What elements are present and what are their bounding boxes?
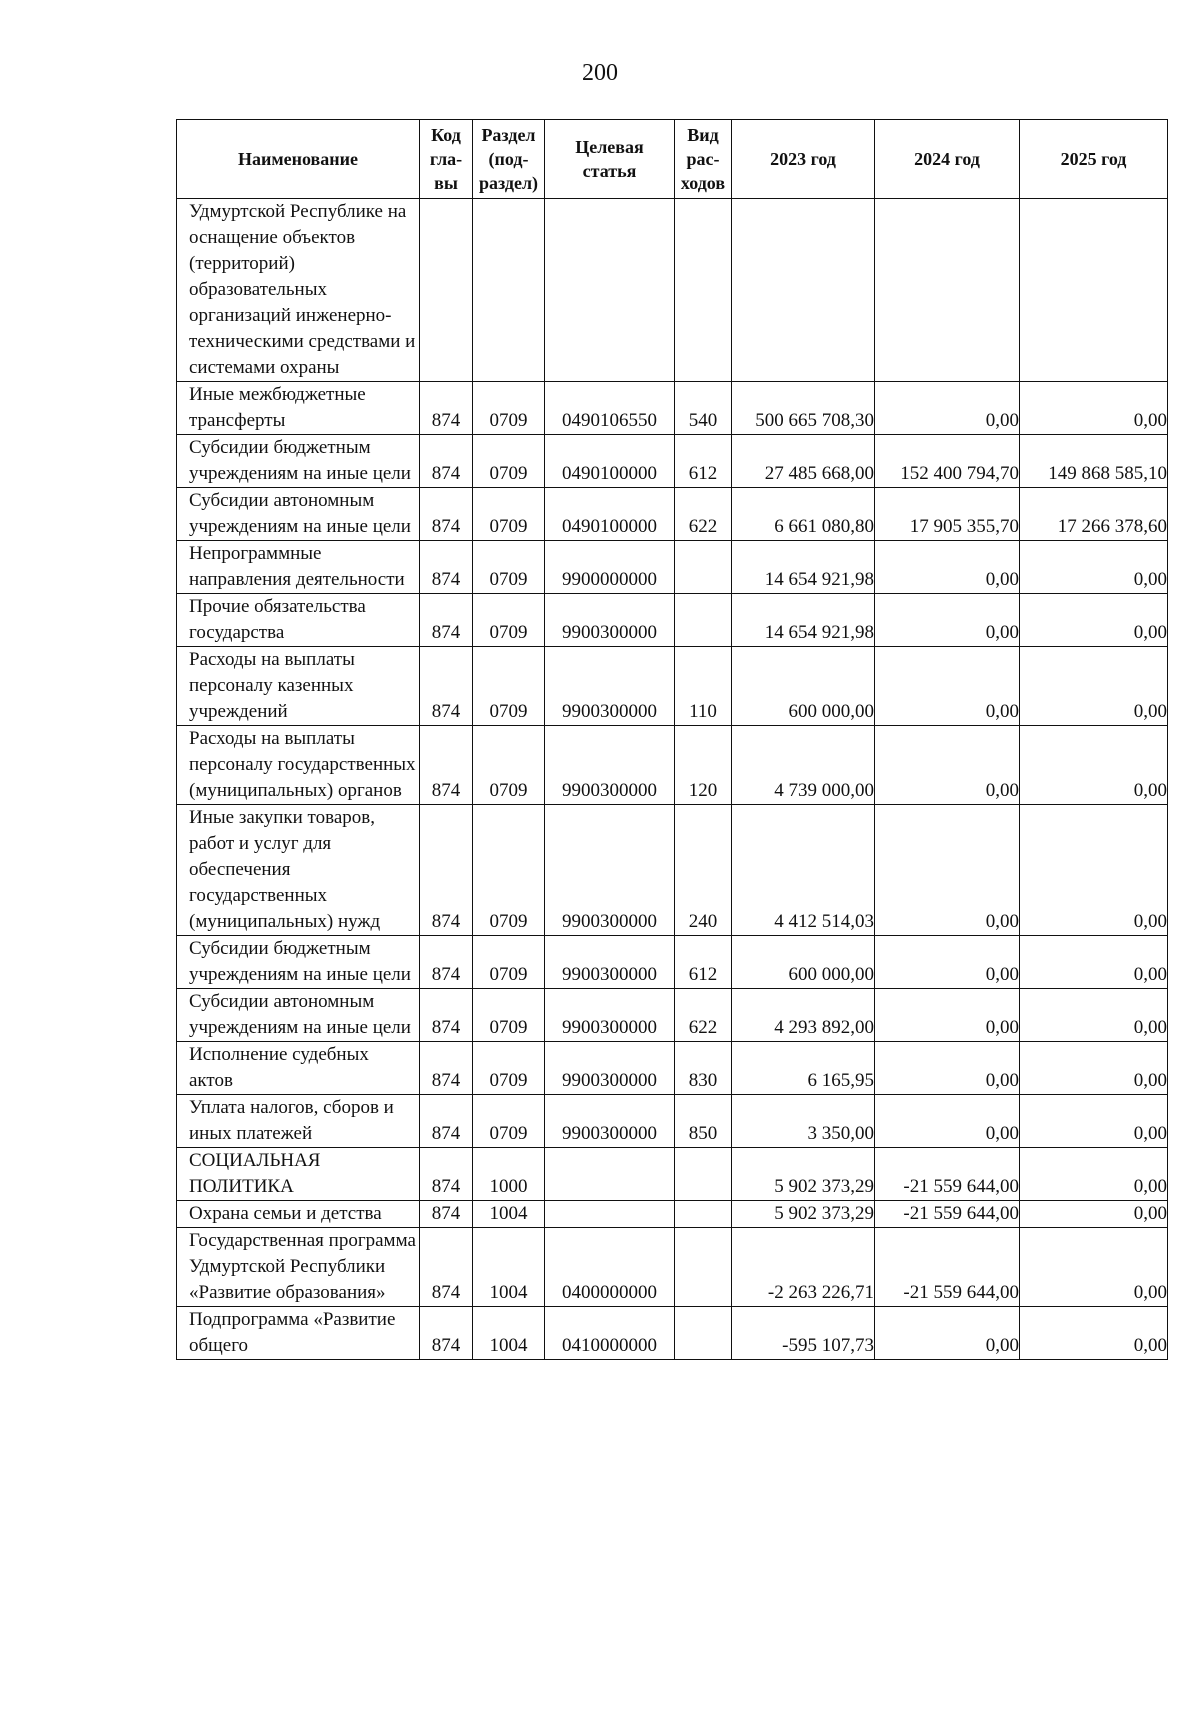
cell-name: Субсидии автономным учреждениям на иные цели [177,989,420,1042]
cell-2025: 0,00 [1020,1228,1168,1307]
cell-target-article: 0490106550 [545,382,675,435]
cell-2024: -21 559 644,00 [875,1201,1020,1228]
cell-section: 1004 [473,1201,545,1228]
table-row [177,1307,1168,1360]
cell-2024: 17 905 355,70 [875,488,1020,541]
cell-2023: 14 654 921,98 [732,541,875,594]
table-row [177,647,1168,726]
cell-name: Исполнение судебных актов [177,1042,420,1095]
cell-2024: -21 559 644,00 [875,1148,1020,1201]
cell-2023: 5 902 373,29 [732,1201,875,1228]
table-row [177,1148,1168,1201]
cell-2025: 17 266 378,60 [1020,488,1168,541]
cell-2024: 0,00 [875,1042,1020,1095]
cell-2025 [1020,199,1168,382]
cell-2025: 0,00 [1020,382,1168,435]
cell-2023: 27 485 668,00 [732,435,875,488]
table-header-row [177,120,1168,199]
cell-2024: -21 559 644,00 [875,1228,1020,1307]
cell-expense-type [675,1307,732,1360]
cell-target-article: 9900300000 [545,594,675,647]
cell-2025: 0,00 [1020,541,1168,594]
cell-2024: 0,00 [875,594,1020,647]
cell-name: Удмуртской Республике на оснащение объектов (территорий) образовательных организаций инженерно-техническими средствами и системами охраны [177,199,420,382]
cell-chapter-code: 874 [420,1307,473,1360]
cell-2023 [732,199,875,382]
cell-2024: 0,00 [875,1095,1020,1148]
cell-section: 0709 [473,805,545,936]
cell-section: 0709 [473,594,545,647]
cell-target-article: 0400000000 [545,1228,675,1307]
cell-chapter-code [420,199,473,382]
cell-name: Субсидии бюджетным учреждениям на иные цели [177,936,420,989]
table-row [177,1042,1168,1095]
cell-chapter-code: 874 [420,647,473,726]
cell-2025: 0,00 [1020,1307,1168,1360]
cell-target-article: 9900300000 [545,1042,675,1095]
cell-2025: 0,00 [1020,1042,1168,1095]
header-year-2024: 2024 год [875,120,1020,199]
table-row [177,805,1168,936]
cell-2023: 3 350,00 [732,1095,875,1148]
cell-2023: 6 661 080,80 [732,488,875,541]
cell-target-article: 9900000000 [545,541,675,594]
cell-2024: 0,00 [875,382,1020,435]
cell-name: Расходы на выплаты персоналу государственных (муниципальных) органов [177,726,420,805]
cell-name: Государственная программа Удмуртской Республики «Развитие образования» [177,1228,420,1307]
cell-expense-type [675,1201,732,1228]
cell-section: 0709 [473,936,545,989]
cell-chapter-code: 874 [420,541,473,594]
cell-2024: 0,00 [875,726,1020,805]
cell-name: Субсидии автономным учреждениям на иные цели [177,488,420,541]
cell-2025: 0,00 [1020,594,1168,647]
cell-section: 0709 [473,726,545,805]
table-row [177,1201,1168,1228]
table-row [177,726,1168,805]
cell-2024: 152 400 794,70 [875,435,1020,488]
cell-2024: 0,00 [875,805,1020,936]
cell-chapter-code: 874 [420,726,473,805]
cell-section: 0709 [473,1042,545,1095]
table-row [177,594,1168,647]
cell-section: 0709 [473,1095,545,1148]
cell-2025: 149 868 585,10 [1020,435,1168,488]
cell-chapter-code: 874 [420,435,473,488]
cell-expense-type: 622 [675,488,732,541]
cell-2025: 0,00 [1020,1201,1168,1228]
cell-target-article [545,1148,675,1201]
cell-expense-type: 830 [675,1042,732,1095]
cell-target-article: 9900300000 [545,647,675,726]
cell-section: 0709 [473,382,545,435]
budget-table [176,119,1168,1360]
cell-2023: 500 665 708,30 [732,382,875,435]
cell-chapter-code: 874 [420,594,473,647]
cell-2024: 0,00 [875,989,1020,1042]
cell-2025: 0,00 [1020,805,1168,936]
cell-section: 1004 [473,1228,545,1307]
cell-target-article: 9900300000 [545,1095,675,1148]
cell-section: 0709 [473,488,545,541]
cell-expense-type: 540 [675,382,732,435]
header-section: Раздел (под-раздел) [473,120,545,199]
cell-expense-type: 850 [675,1095,732,1148]
cell-2023: -595 107,73 [732,1307,875,1360]
cell-2024: 0,00 [875,936,1020,989]
cell-section: 0709 [473,989,545,1042]
cell-2023: 4 293 892,00 [732,989,875,1042]
cell-name: Уплата налогов, сборов и иных платежей [177,1095,420,1148]
cell-target-article: 9900300000 [545,936,675,989]
table-row [177,989,1168,1042]
cell-expense-type: 622 [675,989,732,1042]
cell-name: Подпрограмма «Развитие общего [177,1307,420,1360]
cell-name: Иные закупки товаров, работ и услуг для обеспечения государственных (муниципальных) нужд [177,805,420,936]
page-number: 200 [582,60,618,86]
cell-2025: 0,00 [1020,936,1168,989]
cell-2024 [875,199,1020,382]
cell-chapter-code: 874 [420,805,473,936]
table-row [177,541,1168,594]
cell-name: Субсидии бюджетным учреждениям на иные цели [177,435,420,488]
cell-chapter-code: 874 [420,936,473,989]
cell-chapter-code: 874 [420,488,473,541]
cell-target-article: 0410000000 [545,1307,675,1360]
cell-2023: -2 263 226,71 [732,1228,875,1307]
table-row [177,435,1168,488]
cell-2025: 0,00 [1020,989,1168,1042]
cell-name: Иные межбюджетные трансферты [177,382,420,435]
cell-expense-type [675,594,732,647]
header-chapter-code: Код гла-вы [420,120,473,199]
cell-2025: 0,00 [1020,647,1168,726]
header-target-article: Целевая статья [545,120,675,199]
cell-chapter-code: 874 [420,1148,473,1201]
table-row [177,936,1168,989]
cell-section: 0709 [473,541,545,594]
table-row [177,1228,1168,1307]
cell-2023: 600 000,00 [732,936,875,989]
header-year-2025: 2025 год [1020,120,1168,199]
cell-2025: 0,00 [1020,726,1168,805]
cell-chapter-code: 874 [420,382,473,435]
cell-name: СОЦИАЛЬНАЯ ПОЛИТИКА [177,1148,420,1201]
cell-2025: 0,00 [1020,1148,1168,1201]
cell-name: Непрограммные направления деятельности [177,541,420,594]
cell-expense-type [675,1228,732,1307]
cell-2023: 5 902 373,29 [732,1148,875,1201]
cell-name: Прочие обязательства государства [177,594,420,647]
table-row [177,488,1168,541]
cell-expense-type [675,541,732,594]
cell-section: 0709 [473,435,545,488]
cell-2024: 0,00 [875,647,1020,726]
cell-name: Расходы на выплаты персоналу казенных учреждений [177,647,420,726]
cell-target-article: 9900300000 [545,989,675,1042]
cell-2023: 600 000,00 [732,647,875,726]
cell-target-article: 0490100000 [545,435,675,488]
cell-target-article: 0490100000 [545,488,675,541]
cell-target-article [545,199,675,382]
cell-chapter-code: 874 [420,1201,473,1228]
cell-section [473,199,545,382]
cell-chapter-code: 874 [420,1095,473,1148]
cell-chapter-code: 874 [420,1042,473,1095]
cell-expense-type: 612 [675,936,732,989]
header-expense-type: Вид рас-ходов [675,120,732,199]
cell-expense-type: 120 [675,726,732,805]
table-row [177,199,1168,382]
cell-section: 0709 [473,647,545,726]
cell-2024: 0,00 [875,541,1020,594]
table-row [177,382,1168,435]
cell-expense-type: 240 [675,805,732,936]
cell-2025: 0,00 [1020,1095,1168,1148]
header-year-2023: 2023 год [732,120,875,199]
cell-target-article [545,1201,675,1228]
header-name: Наименование [177,120,420,199]
cell-2023: 4 739 000,00 [732,726,875,805]
cell-chapter-code: 874 [420,1228,473,1307]
cell-name: Охрана семьи и детства [177,1201,420,1228]
cell-target-article: 9900300000 [545,726,675,805]
cell-section: 1004 [473,1307,545,1360]
cell-2023: 14 654 921,98 [732,594,875,647]
cell-2023: 4 412 514,03 [732,805,875,936]
cell-expense-type: 110 [675,647,732,726]
cell-chapter-code: 874 [420,989,473,1042]
table-row [177,1095,1168,1148]
cell-section: 1000 [473,1148,545,1201]
cell-expense-type: 612 [675,435,732,488]
cell-expense-type [675,199,732,382]
cell-target-article: 9900300000 [545,805,675,936]
cell-2024: 0,00 [875,1307,1020,1360]
cell-expense-type [675,1148,732,1201]
cell-2023: 6 165,95 [732,1042,875,1095]
